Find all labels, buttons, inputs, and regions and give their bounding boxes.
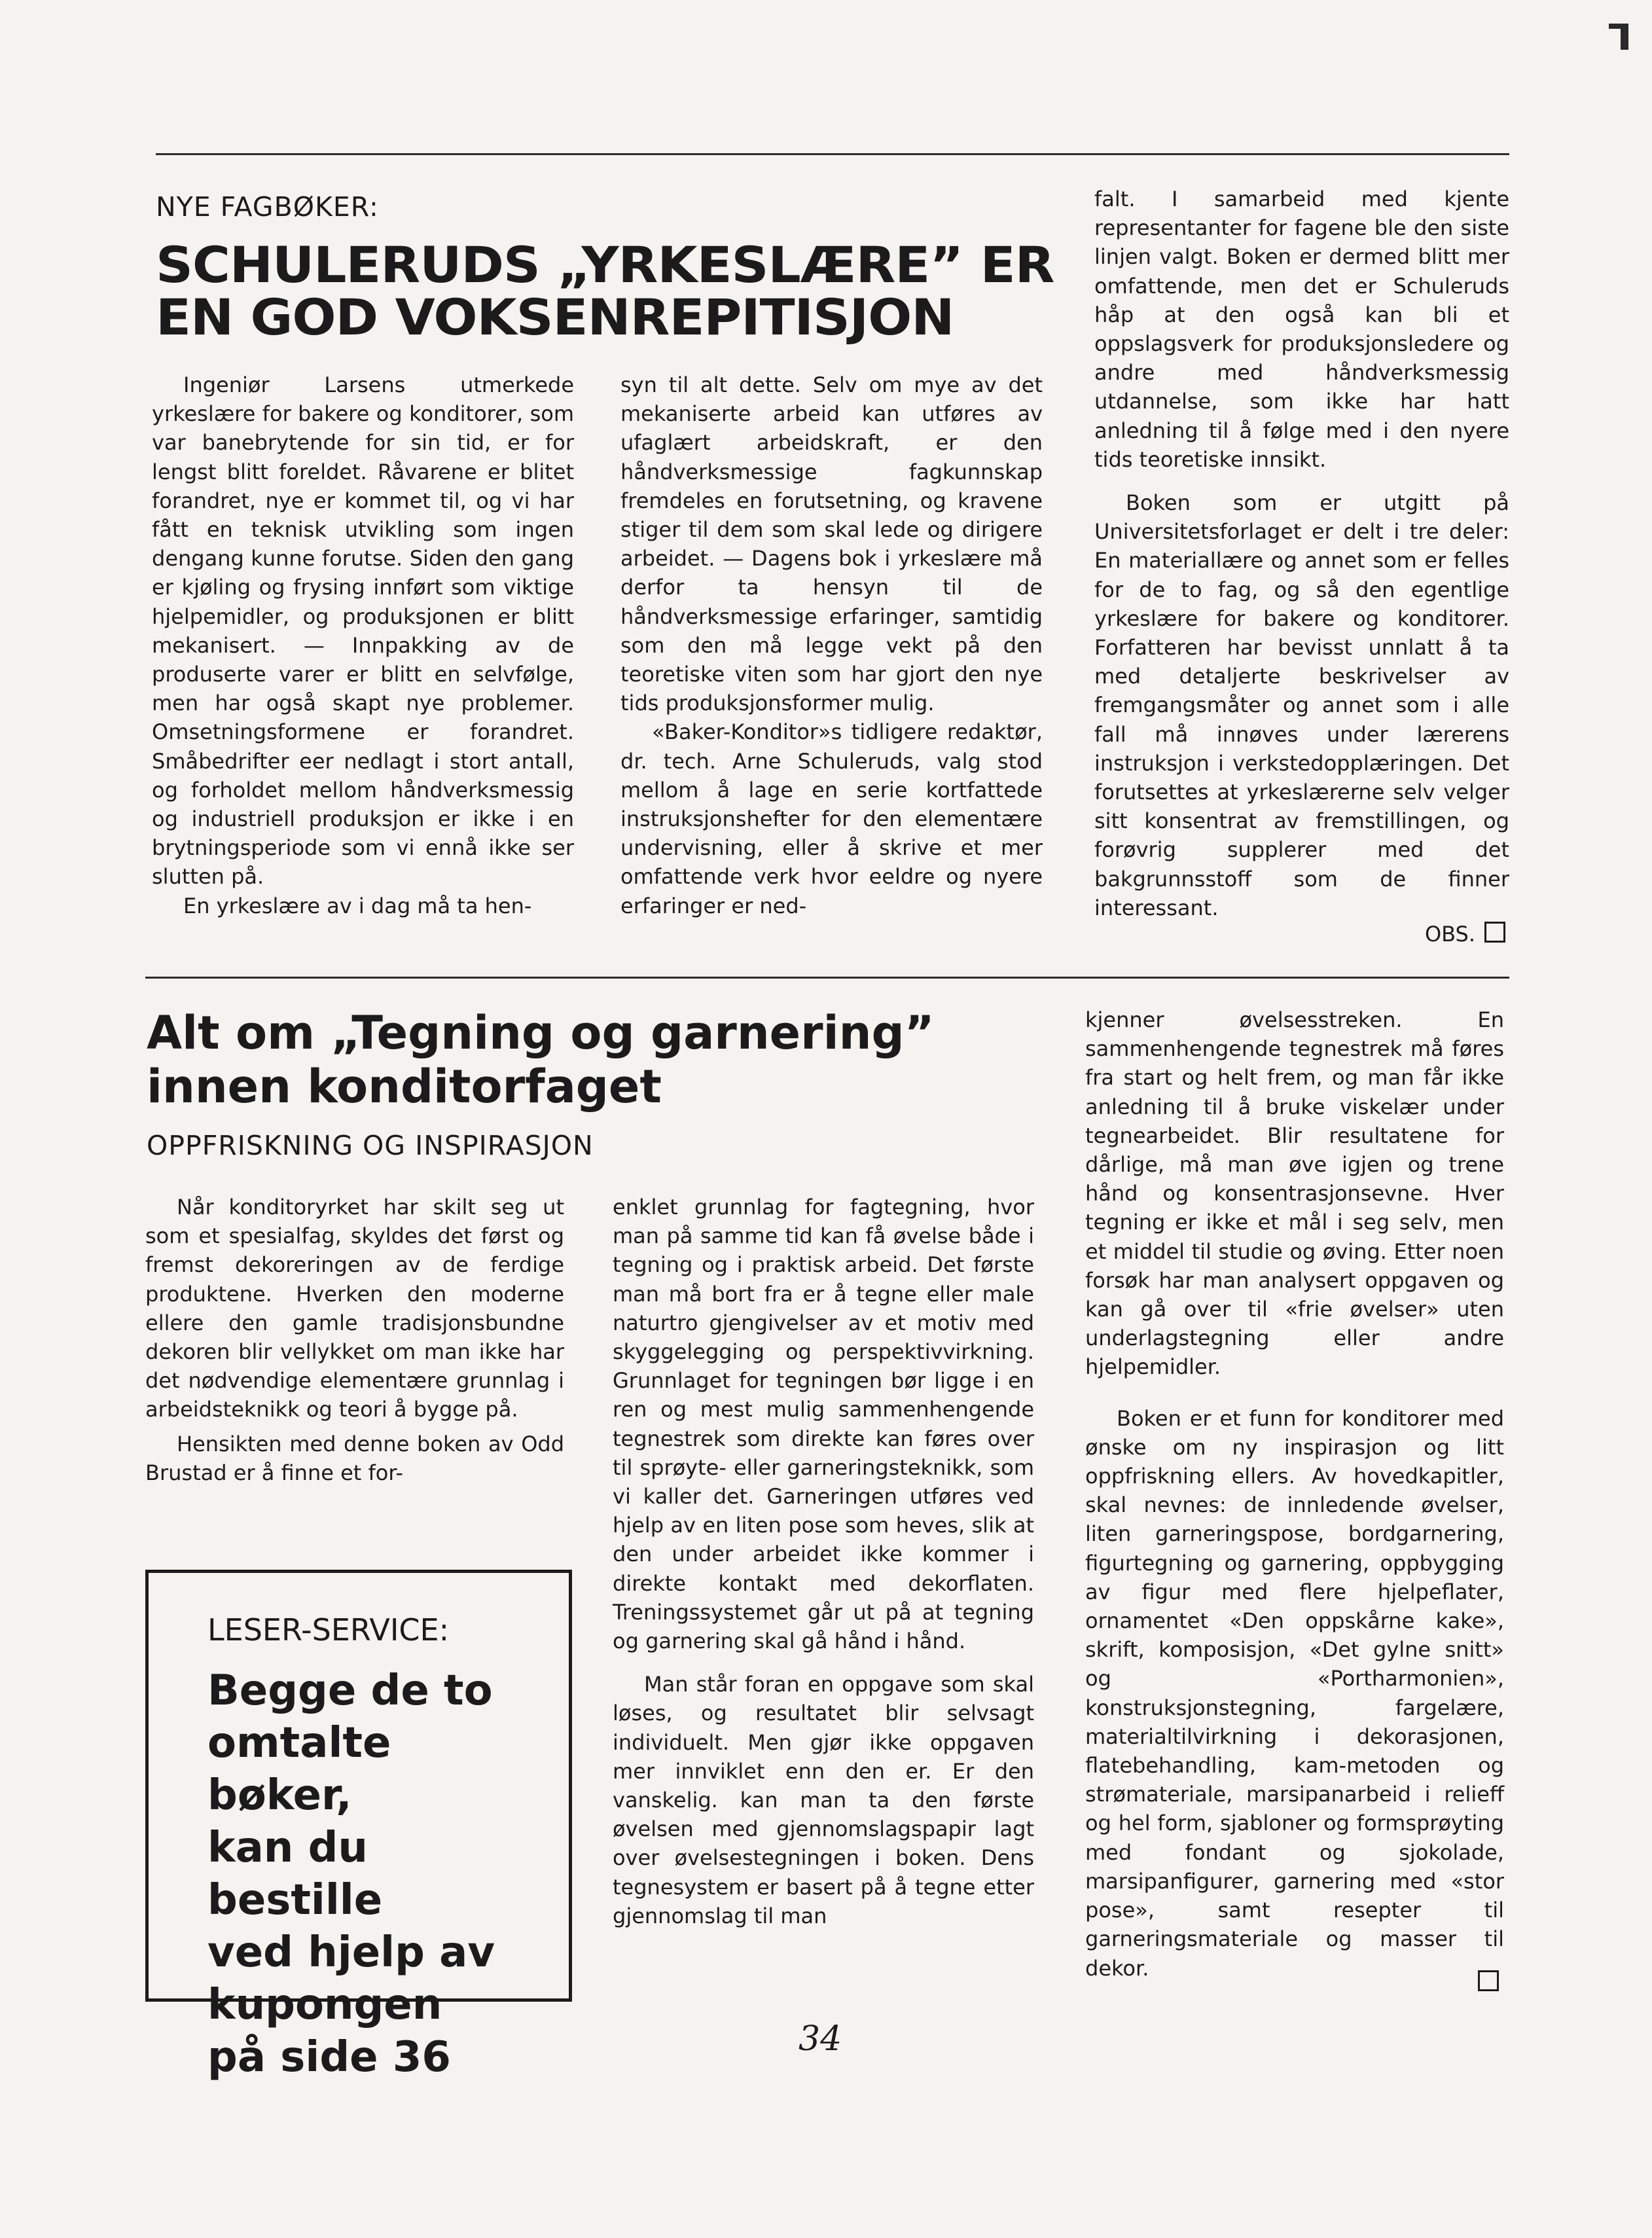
page-number: 34 — [799, 2019, 842, 2059]
box-line: Begge de to — [207, 1667, 493, 1715]
article1-headline-line1: SCHULERUDS „YRKESLÆRE” ER — [156, 236, 1054, 294]
article1-kicker: NYE FAGBØKER: — [156, 191, 379, 223]
box-title: LESER-SERVICE: — [207, 1612, 450, 1648]
article1-column-1 — [152, 370, 574, 920]
box-line: på side 36 — [207, 2033, 451, 2082]
signature-text: OBS. — [1424, 922, 1475, 947]
paragraph: Når konditoryrket har skilt seg ut som et spesialfag, skyldes det først og fremst dekoreringen av de ferdige produktene. Hverken den moderne ellere den gamle tradisjonsbundne dekoren blir vellykket om man ikke har det nødvendige elementære grunnlag i arbeidsteknikk og teori å bygge på. — [145, 1195, 564, 1422]
paragraph: Hensikten med denne boken av Odd Brustad er å finne et for- — [145, 1431, 564, 1485]
box-text — [207, 1665, 548, 2084]
box-line: omtalte bøker, — [207, 1719, 391, 1820]
paragraph: Boken er et funn for konditorer med ønske om ny inspirasjon og litt oppfriskning ellers. Av hovedkapitler, skal nevnes: de innledende øvelser, liten garneringspose, bordgarnering, figurtegning og garnering, oppbygging av figur med flere hjelpeflater, ornamentet «Den oppskårne kake», skrift, komposisjon, «Det gylne snitt» og «Portharmonien», konstruksjonstegning, fargelære, materialtilvirkning i dekorasjonen, flatebehandling, kam-metoden og strømateriale, marsipanarbeid i relieff og hel form, sjabloner og formsprøyting med fondant og sjokolade, marsipanfigurer, garnering med «stor pose», samt resepter til garneringsmateriale og masser til dekor. — [1085, 1405, 1504, 1981]
article2-headline-line1: Alt om „Tegning og garnering” — [147, 1006, 935, 1060]
paragraph: Ingeniør Larsens utmerkede yrkeslære for bakere og konditorer, som var banebrytende for sin tid, er for lengst blitt foreldet. Råvarene er blitet forandret, nye er kommet til, og vi har fått en teknisk utvikling som ingen dengang kunne forutse. Siden den gang er kjøling og frysing innført som viktige hjelpemidler, og produksjonen er blitt mekanisert. — Innpakking av de produserte varer er blitt en selvfølge, men har også skapt nye problemer. Omsetningsformene er forandret. Småbedrifter eer nedlagt i stort antall, og forholdet mellom håndverksmessig og industriell produksjon er ikke i en brytningsperiode som vi ennå ikke ser slutten på. — [152, 372, 574, 890]
article1-signature — [1425, 922, 1505, 947]
article1-column-3 — [1094, 185, 1509, 922]
end-mark-icon — [1478, 1970, 1499, 1991]
paragraph: falt. I samarbeid med kjente representanter for fagene ble den siste linjen valgt. Boken er dermed blitt mer omfattende, men det er Schuleruds håp at den også kan bli et oppslagsverk for produksjonsledere og andre med håndverksmessig utdannelse, som ikke har hatt anledning til å følge med i den nyere tids teoretiske innsikt. — [1094, 187, 1509, 472]
article1-column-2 — [620, 370, 1043, 920]
box-line: ved hjelp av — [207, 1928, 495, 1977]
paragraph: Man står foran en oppgave som skal løses, og resultatet blir selvsagt individuelt. Men gjør ikke oppgaven mer innviklet enn den er. Er den vanskelig. kan man ta den første øvelsen med gjennomslagspapir lagt over øvelsestegningen i boken. Dens tegnesystem er basert på å tegne etter gjennomslag til man — [613, 1672, 1034, 1928]
top-rule — [156, 153, 1509, 155]
paragraph: En yrkeslære av i dag må ta hen- — [183, 893, 532, 918]
box-line: kupongen — [207, 1981, 442, 2029]
paragraph: syn til alt dette. Selv om mye av det mekaniserte arbeid kan utføres av ufaglært arbeidskraft, er den håndverksmessige fagkunnskap fremdeles en forutsetning, og kravene stiger til dem som skal lede og dirigere arbeidet. — Dagens bok i yrkeslære må derfor ta hensyn til de håndverksmessige erfaringer, samtidig som den må legge vekt på den teoretiske viten som har gjort den nye tids produksjonsformer mulig. — [620, 372, 1043, 716]
corner-mark-top — [1609, 24, 1628, 29]
article2-column-2 — [613, 1193, 1034, 1930]
end-mark-icon — [1484, 922, 1505, 943]
article2-column-3 — [1085, 1005, 1504, 1983]
paragraph: «Baker-Konditor»s tidligere redaktør, dr. tech. Arne Schuleruds, valg stod mellom å lage en serie kortfattede instruksjonshefter for den elementære undervisning, eller å skrive et mer omfattende verk hvor eeldre og nyere erfaringer er ned- — [620, 719, 1043, 918]
article2-subheading: OPPFRISKNING OG INSPIRASJON — [147, 1130, 594, 1161]
article2-column-1 — [145, 1193, 564, 1487]
article2-headline-line2: innen konditorfaget — [147, 1060, 662, 1113]
middle-rule — [145, 977, 1509, 979]
article1-headline-line2: EN GOD VOKSENREPITISJON — [156, 288, 954, 346]
paragraph: kjenner øvelsesstreken. En sammenhengende tegnestrek må føres fra start og helt frem, og man får ikke anledning til å bruke viskelær under tegnearbeidet. Blir resultatene for dårlige, må man øve igjen og trene hånd og konsentrasjonsevne. Hver tegning er ikke et mål i seg selv, men et middel til studie og øving. Etter noen forsøk har man analysert oppgaven og kan gå over til «frie øvelser» uten underlagstegning eller andre hjelpemidler. — [1085, 1007, 1504, 1380]
paragraph: enklet grunnlag for fagtegning, hvor man på samme tid kan få øvelse både i tegning og i praktisk arbeid. Det første man må bort fra er å tegne eller male naturtro gjengivelser av et motiv med skyggelegging og perspektivvirkning. Grunnlaget for tegningen bør ligge i en ren og mest mulig sammenhengende tegnestrek som direkte kan føres over til sprøyte- eller garneringsteknikk, som vi kaller det. Garneringen utføres ved hjelp av en liten pose som heves, slik at den under arbeidet ikke kommer i direkte kontakt med dekorflaten. Treningssystemet går ut på at tegning og garnering skal gå hånd i hånd. — [613, 1195, 1034, 1654]
paragraph: Boken som er utgitt på Universitetsforlaget er delt i tre deler: En materiallære og annet som er felles for de to fag, og så den egentlige yrkeslære for bakere og konditorer. Forfatteren har bevisst unnlatt å ta med detaljerte beskrivelser av fremgangsmåter og annet som i alle fall må innøves under lærerens instruksjon i verkstedopplæringen. Det forutsettes at yrkeslærerne selv velger sitt konsentrat av fremstillingen, og forøvrig supplerer med det bakgrunnsstoff som de finner interessant. — [1094, 490, 1509, 920]
leser-service-box — [145, 1570, 572, 2082]
article2-end-mark — [1478, 1970, 1499, 1993]
box-line: kan du bestille — [207, 1824, 383, 1924]
